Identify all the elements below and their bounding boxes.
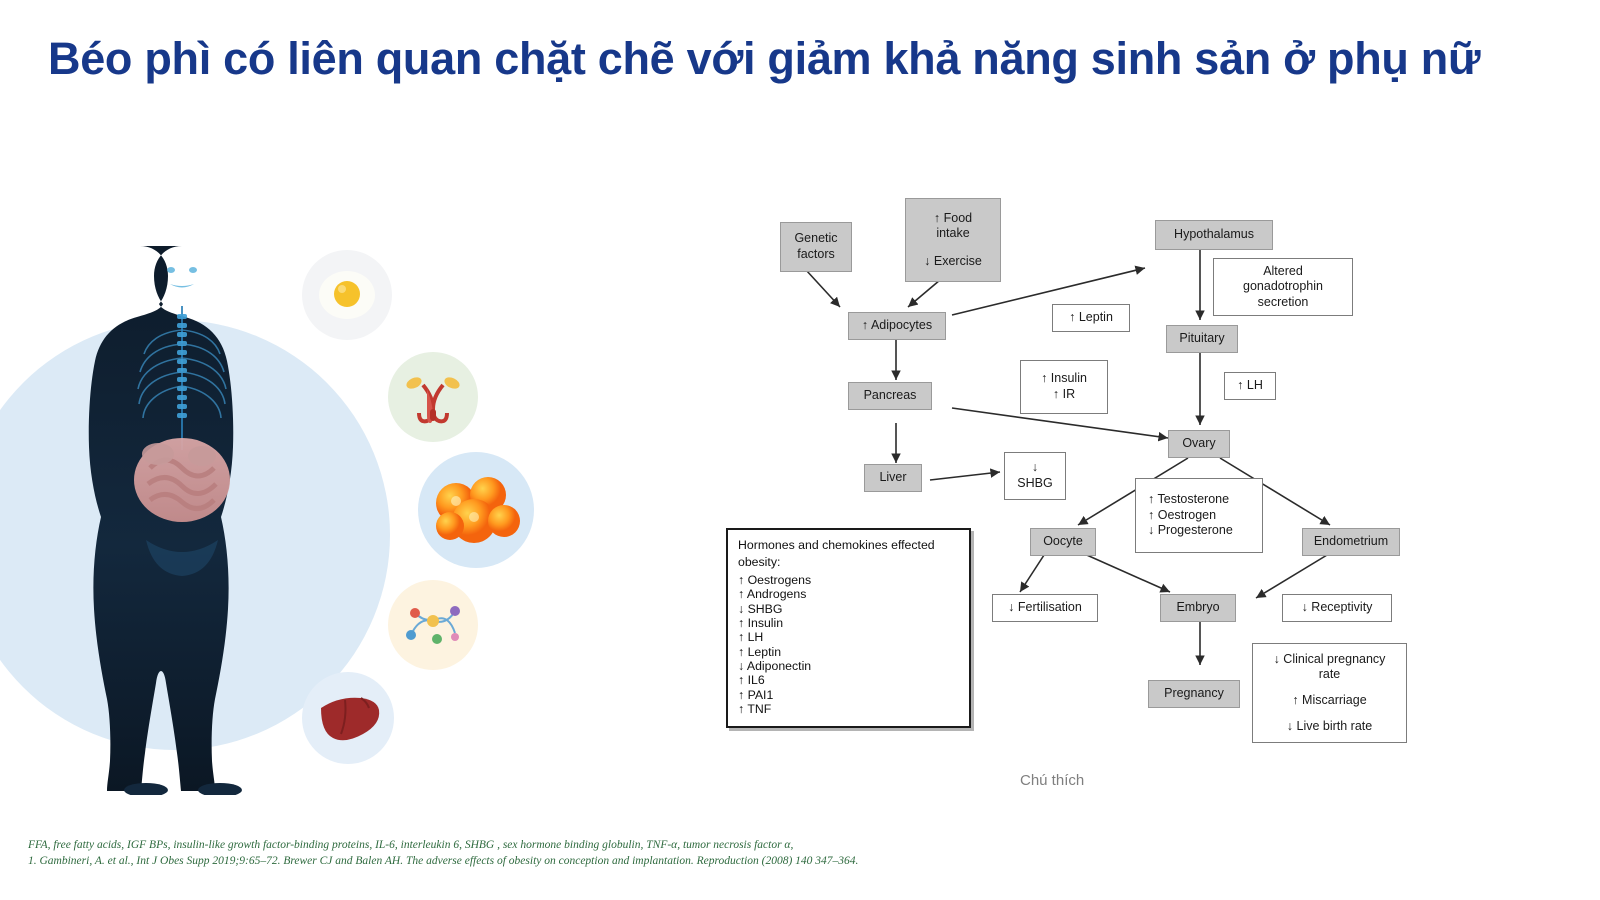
legend-item: ↑ Leptin xyxy=(738,644,782,659)
node-adipocytes: ↑ Adipocytes xyxy=(848,312,946,340)
node-ovary: Ovary xyxy=(1168,430,1230,458)
footnote-line-1: FFA, free fatty acids, IGF BPs, insulin-like growth factor-binding proteins, IL-6, interleukin 6, SHBG , sex hormone binding globulin, TNF-α, tumor necrosis factor α, xyxy=(28,838,794,851)
node-liver: Liver xyxy=(864,464,922,492)
node-pituitary: Pituitary xyxy=(1166,325,1238,353)
legend-item: ↓ SHBG xyxy=(738,601,783,616)
egg-icon-bubble xyxy=(302,250,392,340)
node-leptin: ↑ Leptin xyxy=(1052,304,1130,332)
obesity-fertility-flow-diagram xyxy=(700,180,1460,790)
node-endometrium: Endometrium xyxy=(1302,528,1400,556)
legend-item: ↑ PAI1 xyxy=(738,687,774,702)
node-embryo: Embryo xyxy=(1160,594,1236,622)
node-genetic-factors: Genetic factors xyxy=(780,222,852,272)
diagram-caption: Chú thích xyxy=(1020,772,1085,789)
adipocyte-icon xyxy=(430,471,522,549)
female-body-figure xyxy=(50,240,315,795)
legend-item: ↑ TNF xyxy=(738,702,772,717)
molecule-icon xyxy=(401,595,465,655)
node-lh: ↑ LH xyxy=(1224,372,1276,400)
body-silhouette-icon xyxy=(50,240,315,795)
legend-title-line1: Hormones and chemokines effected xyxy=(738,538,935,552)
legend-hormones-chemokines xyxy=(726,528,971,728)
footnote-line-2: 1. Gambineri, A. et al., Int J Obes Supp 2019;9:65–72. Brewer CJ and Balen AH. The adverse effects of obesity on conception and implantation. Reproduction (2008) 140 347–364. xyxy=(28,855,859,868)
legend-item: ↑ Androgens xyxy=(738,587,807,602)
liver-icon-bubble xyxy=(302,672,394,764)
adipocyte-icon-bubble xyxy=(418,452,534,568)
node-oocyte: Oocyte xyxy=(1030,528,1096,556)
node-insulin-ir: ↑ Insulin ↑ IR xyxy=(1020,360,1108,414)
node-pregnancy: Pregnancy xyxy=(1148,680,1240,708)
node-hypothalamus: Hypothalamus xyxy=(1155,220,1273,250)
uterus-icon xyxy=(401,369,465,425)
node-ovarian-hormones: ↑ Testosterone ↑ Oestrogen ↓ Progesterone xyxy=(1135,478,1263,553)
node-food-intake-exercise: ↑ Food intake ↓ Exercise xyxy=(905,198,1001,282)
illustration-panel xyxy=(0,230,620,810)
legend-title-line2: obesity: xyxy=(738,555,781,570)
node-altered-gonadotrophin-secretion: Altered gonadotrophin secretion xyxy=(1213,258,1353,316)
node-pancreas: Pancreas xyxy=(848,382,932,410)
footnote xyxy=(28,837,1128,870)
node-pregnancy-outcomes: ↓ Clinical pregnancy rate ↑ Miscarriage ↓ Live birth rate xyxy=(1252,643,1407,743)
legend-item: ↑ IL6 xyxy=(738,673,765,688)
node-fertilisation: ↓ Fertilisation xyxy=(992,594,1098,622)
node-shbg: ↓ SHBG xyxy=(1004,452,1066,500)
molecule-icon-bubble xyxy=(388,580,478,670)
page-title: Béo phì có liên quan chặt chẽ với giảm khả năng sinh sản ở phụ nữ xyxy=(48,33,1481,84)
node-receptivity: ↓ Receptivity xyxy=(1282,594,1392,622)
legend-item: ↑ Insulin xyxy=(738,615,784,630)
uterus-icon-bubble xyxy=(388,352,478,442)
legend-item: ↑ LH xyxy=(738,630,764,645)
liver-icon xyxy=(315,692,381,744)
legend-item: ↑ Oestrogens xyxy=(738,572,812,587)
egg-icon xyxy=(316,264,378,326)
legend-item: ↓ Adiponectin xyxy=(738,659,812,673)
